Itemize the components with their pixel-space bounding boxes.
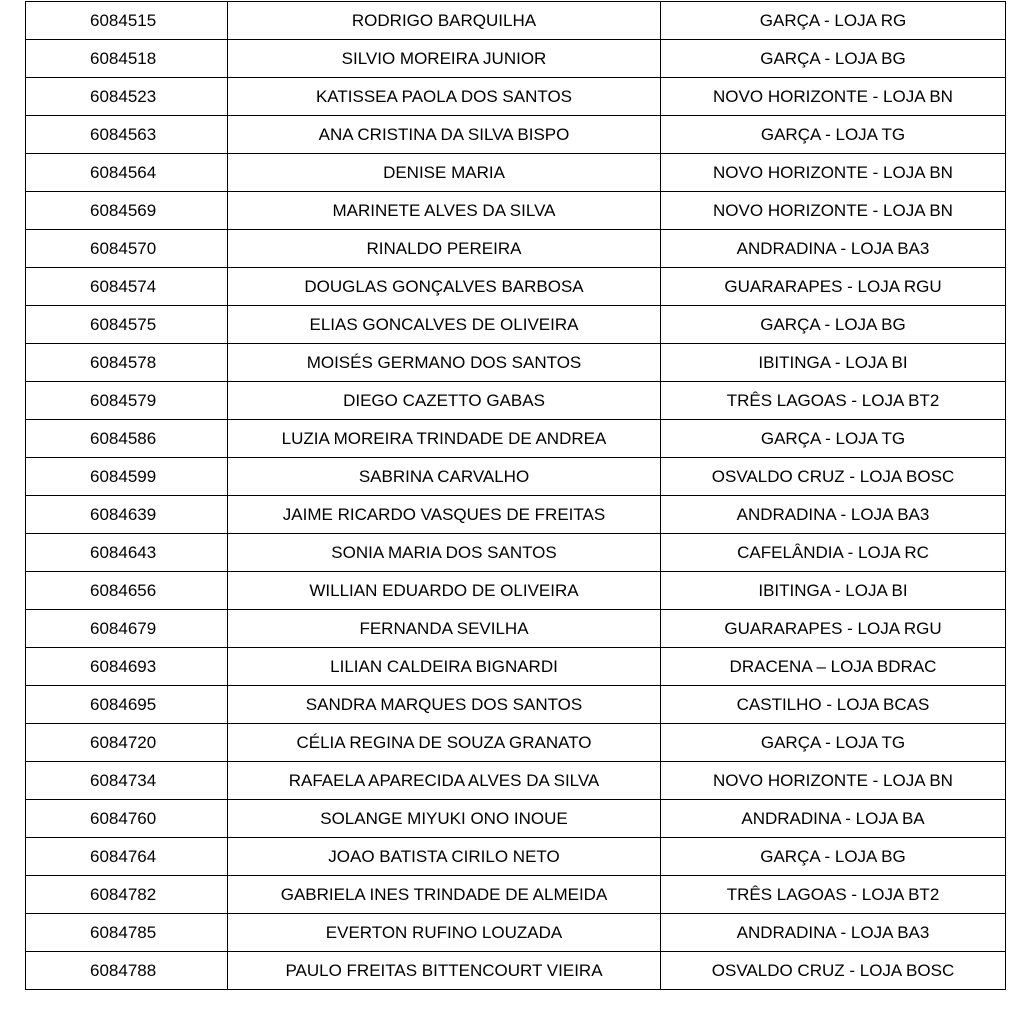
cell-store: DRACENA – LOJA BDRAC	[661, 648, 1006, 686]
cell-name: SABRINA CARVALHO	[228, 458, 661, 496]
cell-store: OSVALDO CRUZ - LOJA BOSC	[661, 952, 1006, 990]
cell-code: 6084695	[26, 686, 228, 724]
cell-name: KATISSEA PAOLA DOS SANTOS	[228, 78, 661, 116]
cell-name: SILVIO MOREIRA JUNIOR	[228, 40, 661, 78]
table-row	[26, 914, 1006, 952]
cell-name: ELIAS GONCALVES DE OLIVEIRA	[228, 306, 661, 344]
cell-store: TRÊS LAGOAS - LOJA BT2	[661, 876, 1006, 914]
table-row	[26, 306, 1006, 344]
cell-code: 6084639	[26, 496, 228, 534]
cell-name: WILLIAN EDUARDO DE OLIVEIRA	[228, 572, 661, 610]
cell-code: 6084782	[26, 876, 228, 914]
cell-name: DIEGO CAZETTO GABAS	[228, 382, 661, 420]
cell-store: NOVO HORIZONTE - LOJA BN	[661, 78, 1006, 116]
cell-store: GARÇA - LOJA BG	[661, 40, 1006, 78]
cell-code: 6084574	[26, 268, 228, 306]
cell-store: NOVO HORIZONTE - LOJA BN	[661, 762, 1006, 800]
cell-code: 6084575	[26, 306, 228, 344]
cell-name: MARINETE ALVES DA SILVA	[228, 192, 661, 230]
table-row	[26, 230, 1006, 268]
cell-code: 6084569	[26, 192, 228, 230]
cell-code: 6084734	[26, 762, 228, 800]
cell-name: LUZIA MOREIRA TRINDADE DE ANDREA	[228, 420, 661, 458]
cell-name: GABRIELA INES TRINDADE DE ALMEIDA	[228, 876, 661, 914]
cell-code: 6084720	[26, 724, 228, 762]
table-row	[26, 800, 1006, 838]
table-row	[26, 40, 1006, 78]
cell-code: 6084785	[26, 914, 228, 952]
cell-code: 6084599	[26, 458, 228, 496]
cell-name: EVERTON RUFINO LOUZADA	[228, 914, 661, 952]
cell-store: GARÇA - LOJA TG	[661, 116, 1006, 154]
cell-name: LILIAN CALDEIRA BIGNARDI	[228, 648, 661, 686]
cell-store: NOVO HORIZONTE - LOJA BN	[661, 154, 1006, 192]
cell-store: GARÇA - LOJA TG	[661, 420, 1006, 458]
table-row	[26, 192, 1006, 230]
table-row	[26, 838, 1006, 876]
cell-name: RODRIGO BARQUILHA	[228, 2, 661, 40]
cell-code: 6084586	[26, 420, 228, 458]
cell-store: GARÇA - LOJA BG	[661, 838, 1006, 876]
cell-code: 6084760	[26, 800, 228, 838]
cell-code: 6084515	[26, 2, 228, 40]
cell-name: SANDRA MARQUES DOS SANTOS	[228, 686, 661, 724]
table-row	[26, 648, 1006, 686]
cell-store: GARÇA - LOJA TG	[661, 724, 1006, 762]
cell-code: 6084564	[26, 154, 228, 192]
table-row	[26, 382, 1006, 420]
table-row	[26, 496, 1006, 534]
table-row	[26, 2, 1006, 40]
cell-code: 6084764	[26, 838, 228, 876]
cell-store: CASTILHO - LOJA BCAS	[661, 686, 1006, 724]
cell-code: 6084578	[26, 344, 228, 382]
cell-name: JOAO BATISTA CIRILO NETO	[228, 838, 661, 876]
cell-name: MOISÉS GERMANO DOS SANTOS	[228, 344, 661, 382]
table-row	[26, 534, 1006, 572]
cell-store: GUARARAPES - LOJA RGU	[661, 610, 1006, 648]
table-row	[26, 268, 1006, 306]
cell-code: 6084523	[26, 78, 228, 116]
cell-store: OSVALDO CRUZ - LOJA BOSC	[661, 458, 1006, 496]
employee-table	[25, 1, 1006, 990]
table-row	[26, 78, 1006, 116]
table-body	[26, 2, 1006, 990]
table-row	[26, 610, 1006, 648]
table-row	[26, 876, 1006, 914]
cell-name: SONIA MARIA DOS SANTOS	[228, 534, 661, 572]
cell-store: ANDRADINA - LOJA BA3	[661, 914, 1006, 952]
cell-name: JAIME RICARDO VASQUES DE FREITAS	[228, 496, 661, 534]
cell-code: 6084643	[26, 534, 228, 572]
table-row	[26, 686, 1006, 724]
cell-code: 6084693	[26, 648, 228, 686]
cell-name: DOUGLAS GONÇALVES BARBOSA	[228, 268, 661, 306]
cell-code: 6084518	[26, 40, 228, 78]
cell-code: 6084788	[26, 952, 228, 990]
table-row	[26, 420, 1006, 458]
cell-code: 6084679	[26, 610, 228, 648]
table-row	[26, 344, 1006, 382]
cell-store: GUARARAPES - LOJA RGU	[661, 268, 1006, 306]
cell-code: 6084656	[26, 572, 228, 610]
cell-store: ANDRADINA - LOJA BA3	[661, 230, 1006, 268]
cell-name: RINALDO PEREIRA	[228, 230, 661, 268]
cell-name: RAFAELA APARECIDA ALVES DA SILVA	[228, 762, 661, 800]
cell-store: ANDRADINA - LOJA BA	[661, 800, 1006, 838]
cell-store: GARÇA - LOJA BG	[661, 306, 1006, 344]
cell-code: 6084579	[26, 382, 228, 420]
cell-name: SOLANGE MIYUKI ONO INOUE	[228, 800, 661, 838]
table-row	[26, 762, 1006, 800]
cell-code: 6084570	[26, 230, 228, 268]
table-row	[26, 154, 1006, 192]
cell-store: IBITINGA - LOJA BI	[661, 572, 1006, 610]
table-row	[26, 724, 1006, 762]
cell-name: PAULO FREITAS BITTENCOURT VIEIRA	[228, 952, 661, 990]
cell-code: 6084563	[26, 116, 228, 154]
cell-name: CÉLIA REGINA DE SOUZA GRANATO	[228, 724, 661, 762]
cell-name: DENISE MARIA	[228, 154, 661, 192]
cell-store: TRÊS LAGOAS - LOJA BT2	[661, 382, 1006, 420]
cell-store: GARÇA - LOJA RG	[661, 2, 1006, 40]
table-row	[26, 116, 1006, 154]
table-row	[26, 458, 1006, 496]
cell-store: CAFELÂNDIA - LOJA RC	[661, 534, 1006, 572]
cell-store: ANDRADINA - LOJA BA3	[661, 496, 1006, 534]
cell-store: NOVO HORIZONTE - LOJA BN	[661, 192, 1006, 230]
cell-name: ANA CRISTINA DA SILVA BISPO	[228, 116, 661, 154]
table-row	[26, 572, 1006, 610]
table-row	[26, 952, 1006, 990]
cell-store: IBITINGA - LOJA BI	[661, 344, 1006, 382]
cell-name: FERNANDA SEVILHA	[228, 610, 661, 648]
